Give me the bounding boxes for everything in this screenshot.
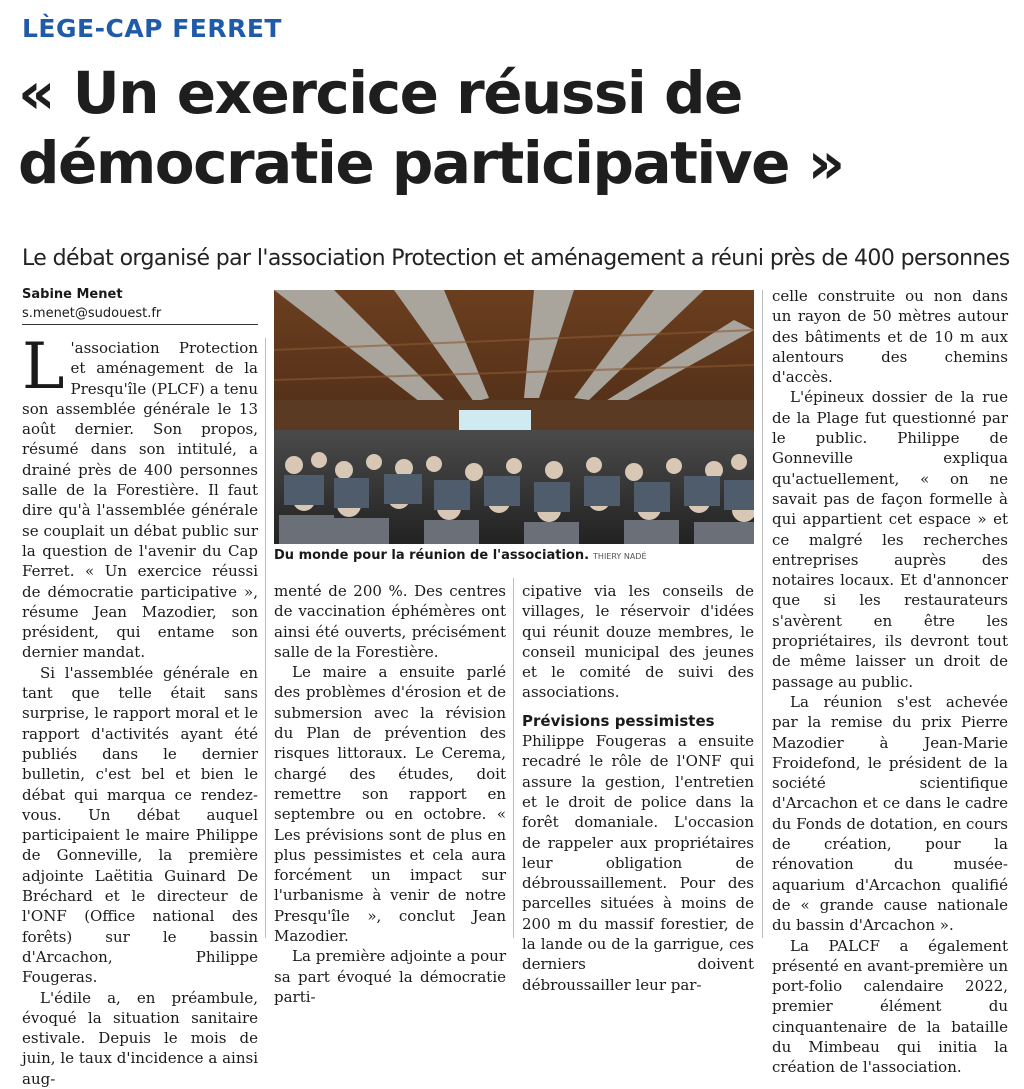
paragraph-8: Philippe Fougeras a ensuite recadré le rôle de l'ONF qui assure la gestion, l'entretien et le droit de police dans la forêt domaniale. L'occasion de rappeler aux propriétaires leur obligation de débroussaillement. Pour des parcelles situées à moins de 200 m du massif forestier, de la lande ou de la garrigue, ces derniers doivent débroussailler leur par- bbox=[522, 732, 754, 994]
paragraph-4: menté de 200 %. Des centres de vaccination éphémères ont ainsi été ouverts, précisément salle de la Forestière. bbox=[274, 582, 506, 661]
author-name: Sabine Menet bbox=[22, 287, 123, 302]
headline: « Un exercice réussi de démocratie participative » bbox=[18, 59, 844, 197]
byline-rule bbox=[22, 324, 258, 325]
standfirst: Le débat organisé par l'association Protection et aménagement a réuni près de 400 personnes bbox=[22, 246, 1010, 271]
paragraph-1: L 'association Protection et aménagement de la Presqu'île (PLCF) a tenu son assemblée générale le 13 août dernier. Son propos, résumé dans son intitulé, a drainé près de 400 personnes salle de la Forestière. Il faut dire qu'à l'assemblée générale se couplait un débat public sur la question de l'avenir du Cap Ferret. « Un exercice réussi de démocratie participative », résume Jean Mazodier, son président, qui entame son dernier mandat. bbox=[22, 330, 258, 662]
column-rule bbox=[265, 338, 266, 938]
paragraph-7: cipative via les conseils de villages, le réservoir d'idées qui réunit douze membres, le conseil municipal des jeunes et le comité de suivi des associations. bbox=[522, 582, 754, 702]
column-2 bbox=[274, 581, 506, 1007]
column-rule bbox=[762, 290, 763, 938]
author-email: s.menet@sudouest.fr bbox=[22, 306, 162, 321]
photo-caption: Du monde pour la réunion de l'association. THIERY NADÉ bbox=[274, 548, 647, 563]
kicker: LÈGE-CAP FERRET bbox=[22, 14, 282, 43]
column-rule bbox=[513, 578, 514, 938]
column-1 bbox=[22, 330, 258, 1089]
paragraph-9: celle construite ou non dans un rayon de 50 mètres autour des bâtiments et de 10 m aux alentours des chemins d'accès. bbox=[772, 287, 1008, 387]
paragraph-6: La première adjointe a pour sa part évoqué la démocratie parti- bbox=[274, 947, 506, 1006]
paragraph-2: Si l'assemblée générale en tant que telle était sans surprise, le rapport moral et le rapport d'activités ayant été publiés dans le dernier bulletin, c'est bel et bien le débat qui marqua ce rendez-vous. Un débat auquel participaient le maire Philippe de Gonneville, la première adjointe Laëtitia Guinard De Bréchard et le directeur de l'ONF (Office national des forêts) sur le bassin d'Arcachon, Philippe Fougeras. bbox=[22, 663, 258, 987]
paragraph-5: Le maire a ensuite parlé des problèmes d'érosion et de submersion avec la révision du Plan de prévention des risques littoraux. Le Cerema, chargé des études, doit remettre son rapport en septembre ou en octobre. « Les prévisions sont de plus en plus pessimistes et cela aura forcément un impact sur l'urbanisme à venir de notre Presqu'île », conclut Jean Mazodier. bbox=[274, 663, 506, 946]
paragraph-12: La PALCF a également présenté en avant-première un port-folio calendaire 2022, premier élément du cinquantenaire de la bataille du Mimbeau qui initia la création de l'association. bbox=[772, 936, 1008, 1077]
article-photo bbox=[274, 290, 754, 544]
subheading: Prévisions pessimistes bbox=[522, 711, 715, 730]
drop-cap: L bbox=[22, 330, 65, 404]
column-4 bbox=[772, 286, 1008, 1078]
photo-credit: THIERY NADÉ bbox=[593, 552, 647, 561]
auditorium-photo bbox=[274, 290, 754, 544]
paragraph-11: La réunion s'est achevée par la remise du prix Pierre Mazodier à Jean-Marie Froidefond, le président de la société scientifique d'Arcachon et ce dans le cadre du Fonds de dotation, en cours de création, pour la rénovation du musée-aquarium d'Arcachon qualifié de « grande cause nationale du bassin d'Arcachon ». bbox=[772, 692, 1008, 935]
paragraph-3: L'édile a, en préambule, évoqué la situation sanitaire estivale. Depuis le mois de juin, le taux d'incidence a ainsi aug- bbox=[22, 988, 258, 1088]
column-3 bbox=[522, 581, 754, 995]
paragraph-10: L'épineux dossier de la rue de la Plage fut questionné par le public. Philippe de Gonneville expliqua qu'actuellement, « on ne savait pas de façon formelle à qui appartient cet espace » et ce malgré les recherches entreprises auprès des notaires locaux. Et d'annoncer que si les restaurateurs s'avèrent en être les propriétaires, ils devront tout de même laisser un droit de passage au public. bbox=[772, 388, 1008, 691]
